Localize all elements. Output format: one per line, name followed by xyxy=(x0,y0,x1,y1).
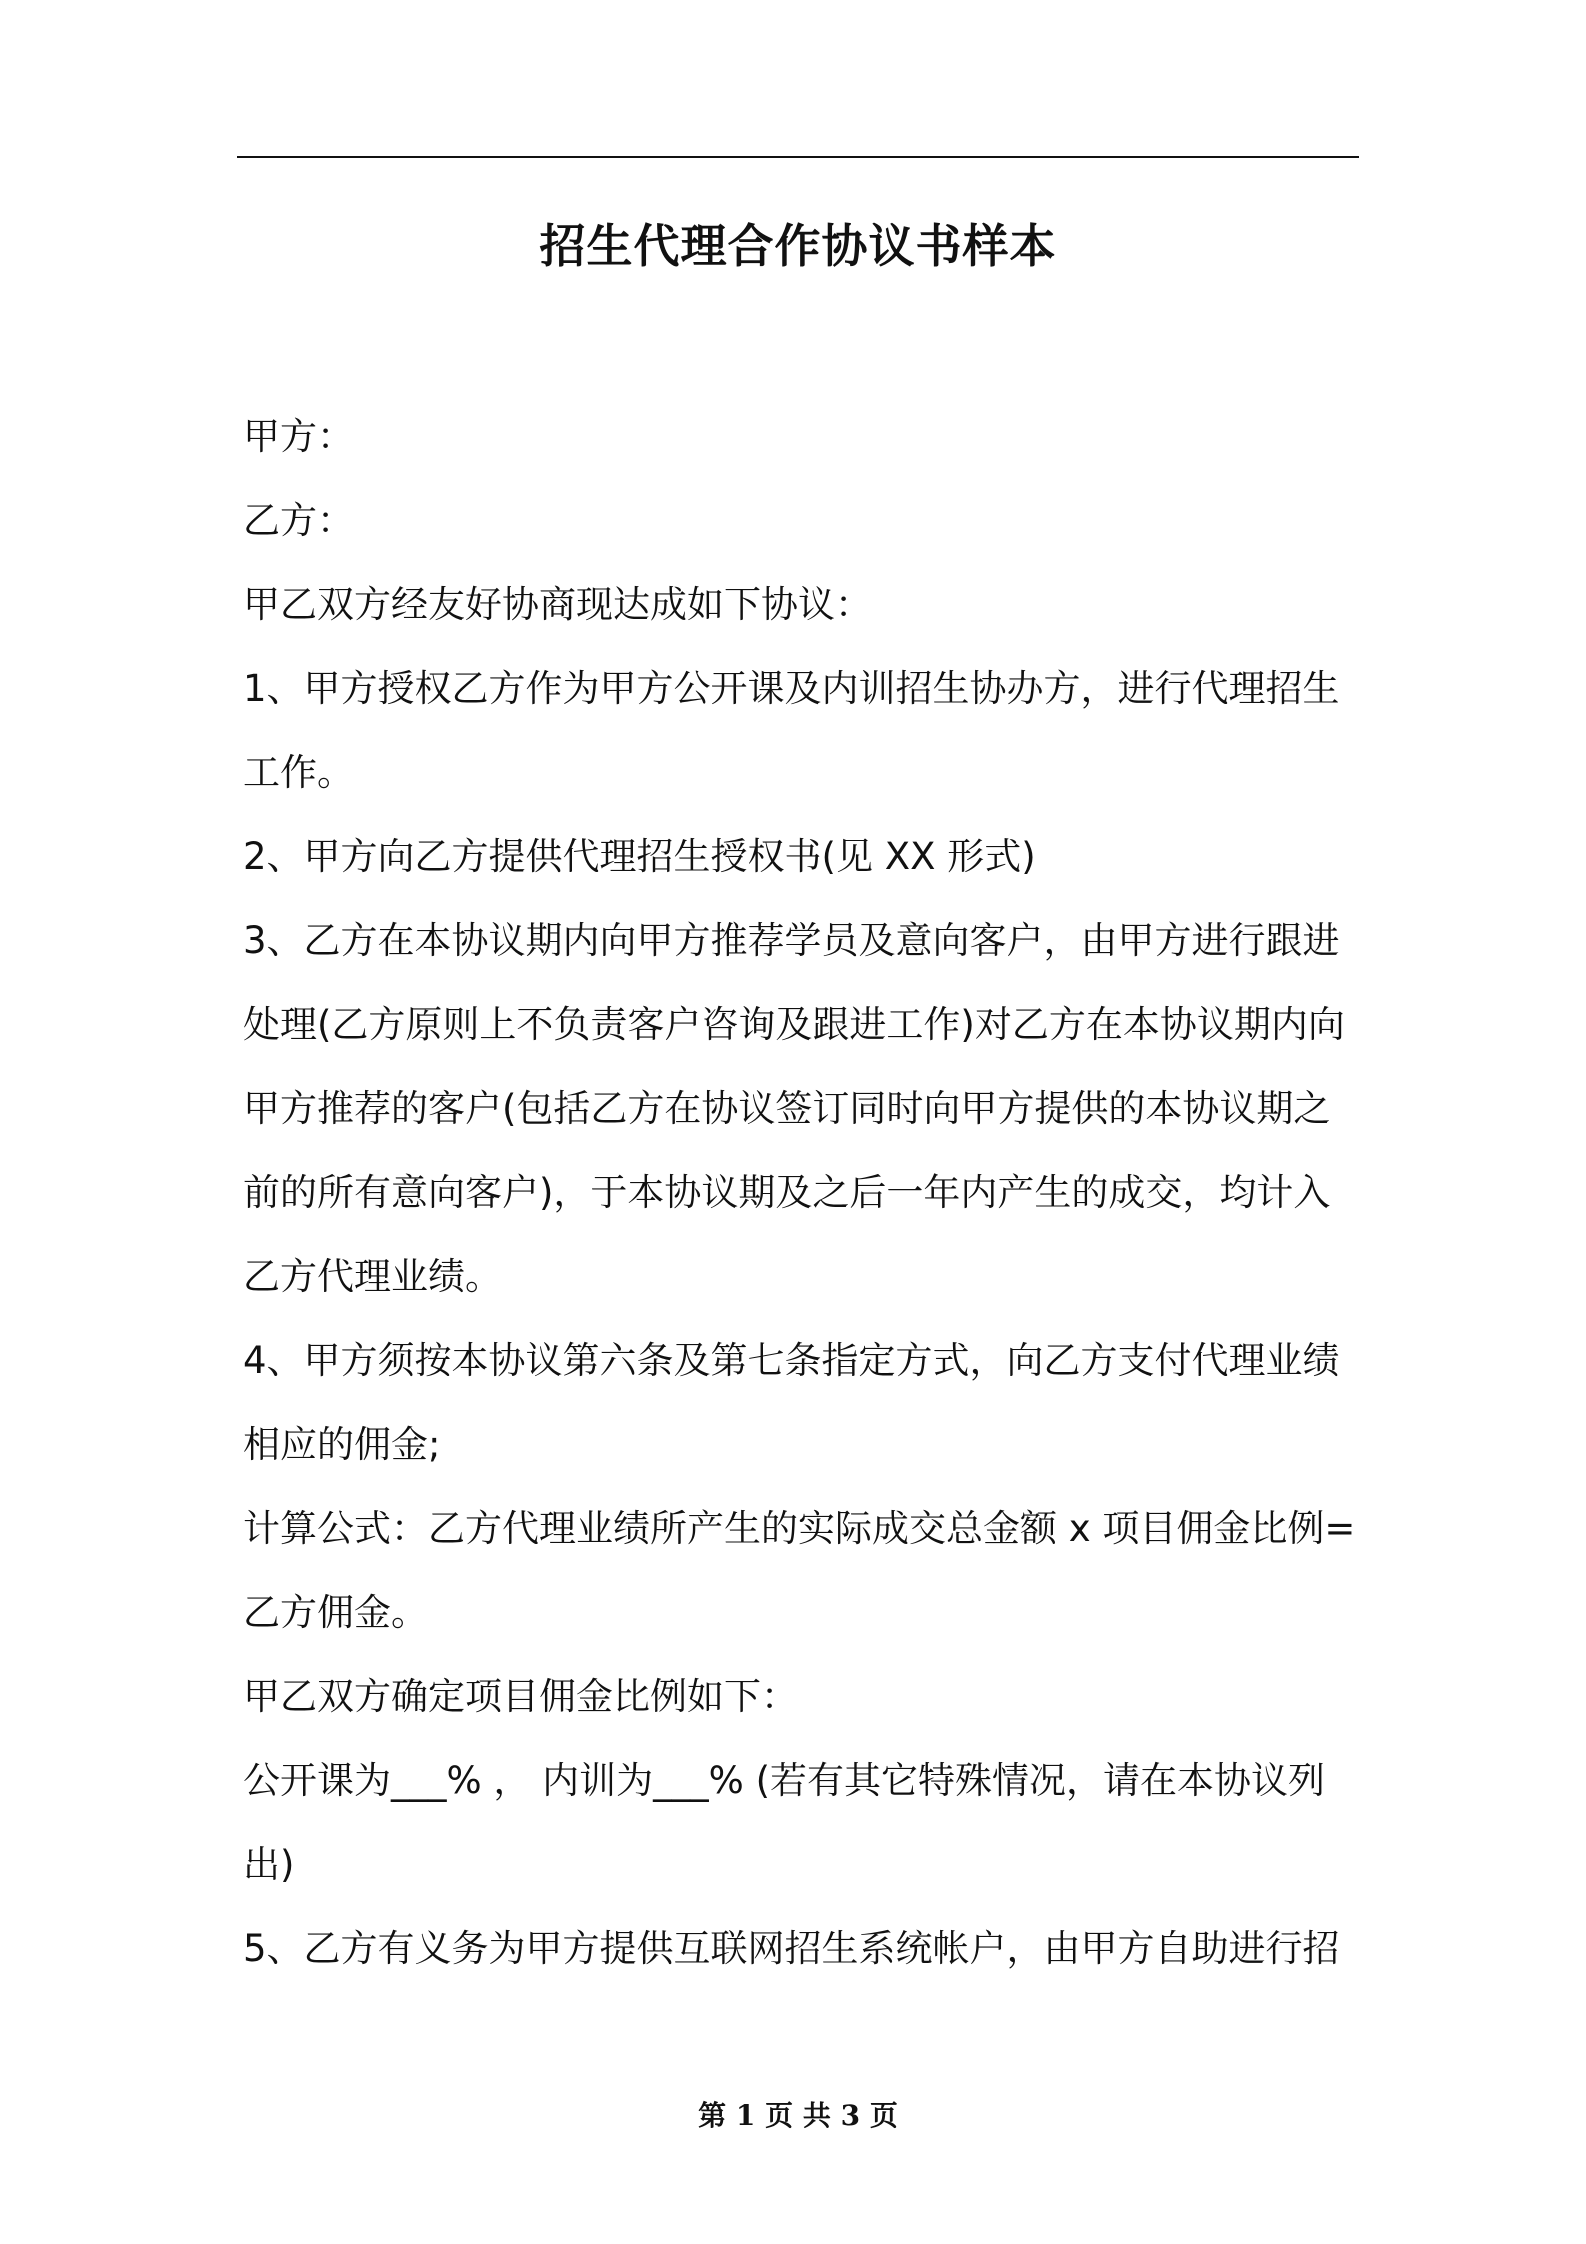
page-footer: 第 1 页 共 3 页 xyxy=(698,2099,898,2132)
document-body xyxy=(243,395,1360,1991)
header-rule xyxy=(237,156,1359,158)
clause-4: 4、甲方须按本协议第六条及第七条指定方式，向乙方支付代理业绩相应的佣金; xyxy=(243,1339,1340,1466)
document-title: 招生代理合作协议书样本 xyxy=(539,219,1057,273)
commission-rates: 公开课为___% ， 内训为___% (若有其它特殊情况，请在本协议列出) xyxy=(243,1759,1326,1886)
party-a-line: 甲方： xyxy=(243,415,354,458)
commission-formula: 计算公式：乙方代理业绩所产生的实际成交总金额 x 项目佣金比例=乙方佣金。 xyxy=(243,1507,1356,1634)
commission-rate-intro: 甲乙双方确定项目佣金比例如下： xyxy=(243,1675,798,1718)
agreement-intro: 甲乙双方经友好协商现达成如下协议： xyxy=(243,583,872,626)
clause-1: 1、甲方授权乙方作为甲方公开课及内训招生协办方，进行代理招生工作。 xyxy=(243,667,1340,794)
clause-2: 2、甲方向乙方提供代理招生授权书(见 XX 形式) xyxy=(243,835,1036,878)
clause-5: 5、乙方有义务为甲方提供互联网招生系统帐户，由甲方自助进行招 xyxy=(243,1927,1340,1970)
party-b-line: 乙方： xyxy=(243,499,354,542)
clause-3: 3、乙方在本协议期内向甲方推荐学员及意向客户，由甲方进行跟进处理(乙方原则上不负责客户咨询及跟进工作)对乙方在本协议期内向甲方推荐的客户(包括乙方在协议签订同时向甲方提供的本协议期之前的所有意向客户)，于本协议期及之后一年内产生的成交，均计入乙方代理业绩。 xyxy=(243,919,1345,1298)
